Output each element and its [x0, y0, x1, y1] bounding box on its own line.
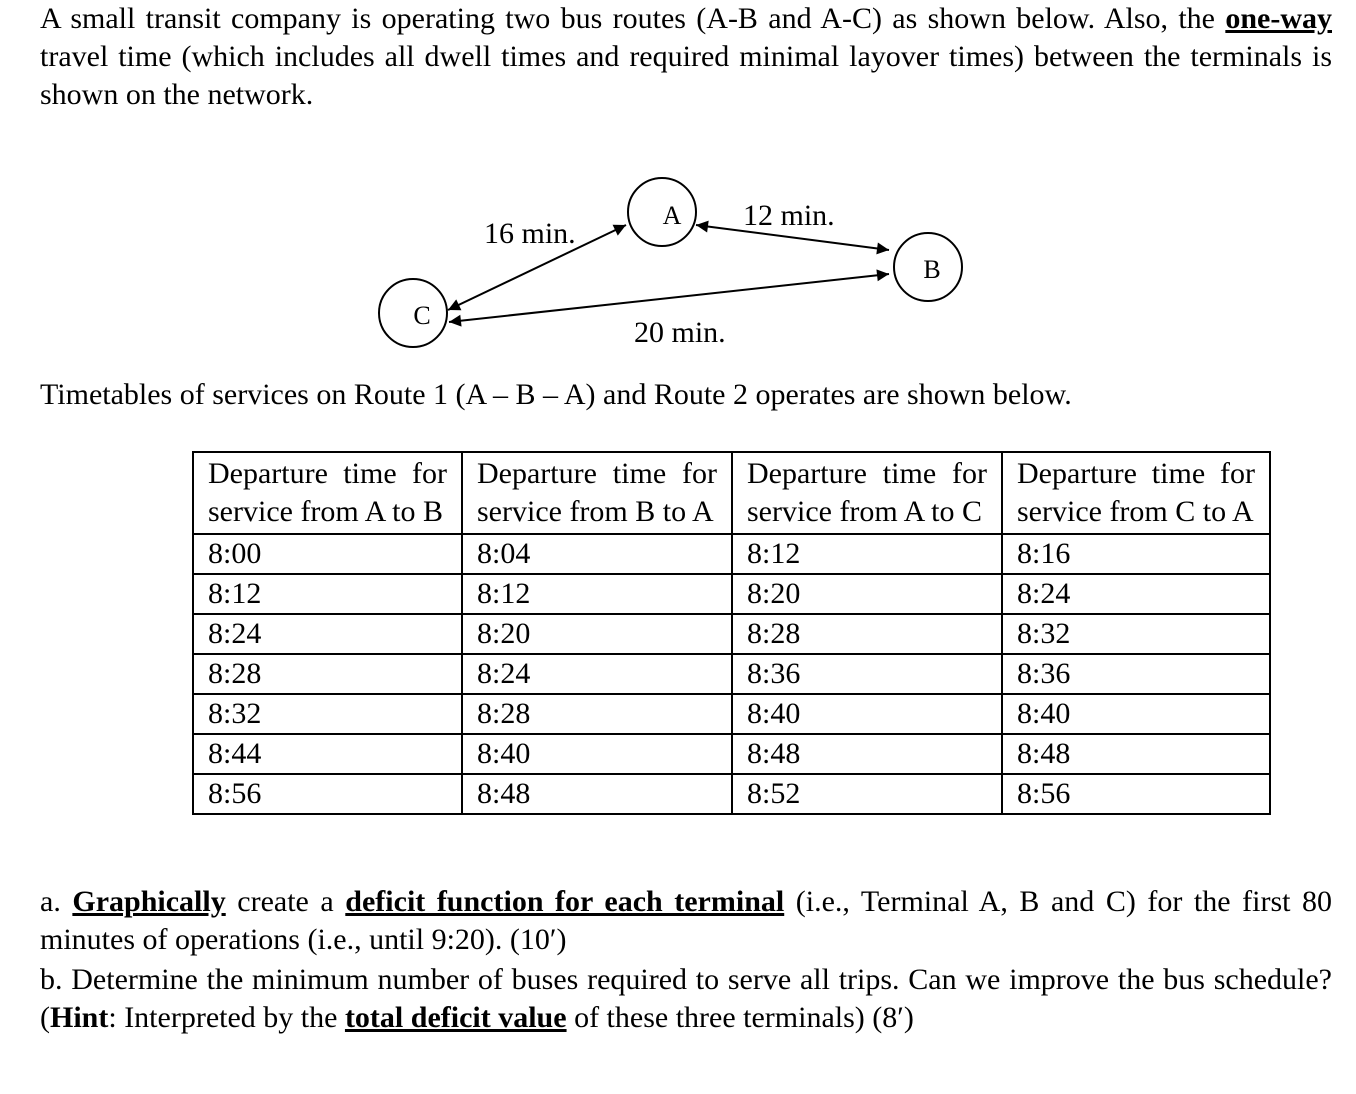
table-cell: 8:16 — [1002, 534, 1270, 574]
question-a-emphasis-deficit: deficit function for each terminal — [345, 885, 785, 918]
table-cell: 8:52 — [732, 774, 1002, 814]
table-cell: 8:20 — [732, 574, 1002, 614]
node-b-label: B — [923, 255, 941, 284]
question-b-emphasis-total-deficit: total deficit value — [344, 1001, 567, 1034]
question-a-rest: (i.e., Terminal A, B and C) for the first 80 minutes of operations (i.e., until 9:20). (10′) — [40, 885, 1333, 956]
table-row — [193, 654, 1270, 694]
question-b-hint: Hint — [50, 1001, 109, 1034]
table-cell: 8:32 — [193, 694, 462, 734]
table-cell: 8:40 — [732, 694, 1002, 734]
question-a-emphasis-graphically: Graphically — [72, 885, 226, 918]
header-c-to-a: Departure time for service from C to A — [1002, 452, 1270, 534]
table-cell: 8:56 — [193, 774, 462, 814]
header-b-to-a: Departure time for service from B to A — [462, 452, 732, 534]
table-row — [193, 614, 1270, 654]
question-b-rest: of these three terminals) (8′) — [566, 1001, 914, 1034]
table-cell: 8:32 — [1002, 614, 1270, 654]
table-cell: 8:28 — [462, 694, 732, 734]
table-row — [193, 534, 1270, 574]
timetable-header-row — [193, 452, 1270, 534]
table-row — [193, 734, 1270, 774]
intro-text-2: travel time (which includes all dwell times and required minimal layover times) between the terminals is shown on the network. — [40, 40, 1332, 111]
table-row — [193, 574, 1270, 614]
intro-text-1: A small transit company is operating two bus routes (A-B and A-C) as shown below. Also, the — [40, 2, 1215, 35]
header-a-to-c: Departure time for service from A to C — [732, 452, 1002, 534]
node-c-label: C — [413, 301, 431, 330]
question-a-prefix: a. — [40, 885, 73, 918]
table-cell: 8:24 — [1002, 574, 1270, 614]
table-cell: 8:56 — [1002, 774, 1270, 814]
question-a-mid: create a — [225, 885, 346, 918]
intro-emphasis-one-way: one-way — [1225, 2, 1332, 35]
node-a-label: A — [662, 201, 682, 230]
edge-a-b-label: 12 min. — [743, 199, 835, 232]
table-cell: 8:28 — [732, 614, 1002, 654]
table-cell: 8:40 — [1002, 694, 1270, 734]
route-caption: Timetables of services on Route 1 (A – B – A) and Route 2 operates are shown below. — [40, 378, 1072, 411]
table-cell: 8:12 — [732, 534, 1002, 574]
table-cell: 8:36 — [1002, 654, 1270, 694]
header-a-to-b: Departure time for service from A to B — [193, 452, 462, 534]
timetable — [192, 451, 1271, 815]
table-cell: 8:12 — [193, 574, 462, 614]
table-cell: 8:04 — [462, 534, 732, 574]
route-network-diagram — [0, 0, 1356, 380]
table-cell: 8:24 — [193, 614, 462, 654]
table-cell: 8:36 — [732, 654, 1002, 694]
question-b-mid: : Interpreted by the — [108, 1001, 345, 1034]
table-cell: 8:44 — [193, 734, 462, 774]
table-cell: 8:12 — [462, 574, 732, 614]
table-cell: 8:28 — [193, 654, 462, 694]
edge-a-c-label: 16 min. — [484, 217, 576, 250]
table-row — [193, 774, 1270, 814]
table-cell: 8:00 — [193, 534, 462, 574]
table-cell: 8:48 — [732, 734, 1002, 774]
table-cell: 8:40 — [462, 734, 732, 774]
edge-b-c-label: 20 min. — [634, 316, 726, 349]
table-cell: 8:48 — [462, 774, 732, 814]
edge-b-c — [449, 274, 889, 322]
question-b — [40, 961, 1332, 1037]
table-cell: 8:24 — [462, 654, 732, 694]
question-b-prefix: b. Determine the minimum number of buses required to serve all trips. Can we improve the bus schedule? ( — [40, 963, 1332, 1034]
table-row — [193, 694, 1270, 734]
question-a — [40, 883, 1332, 959]
table-cell: 8:20 — [462, 614, 732, 654]
table-cell: 8:48 — [1002, 734, 1270, 774]
